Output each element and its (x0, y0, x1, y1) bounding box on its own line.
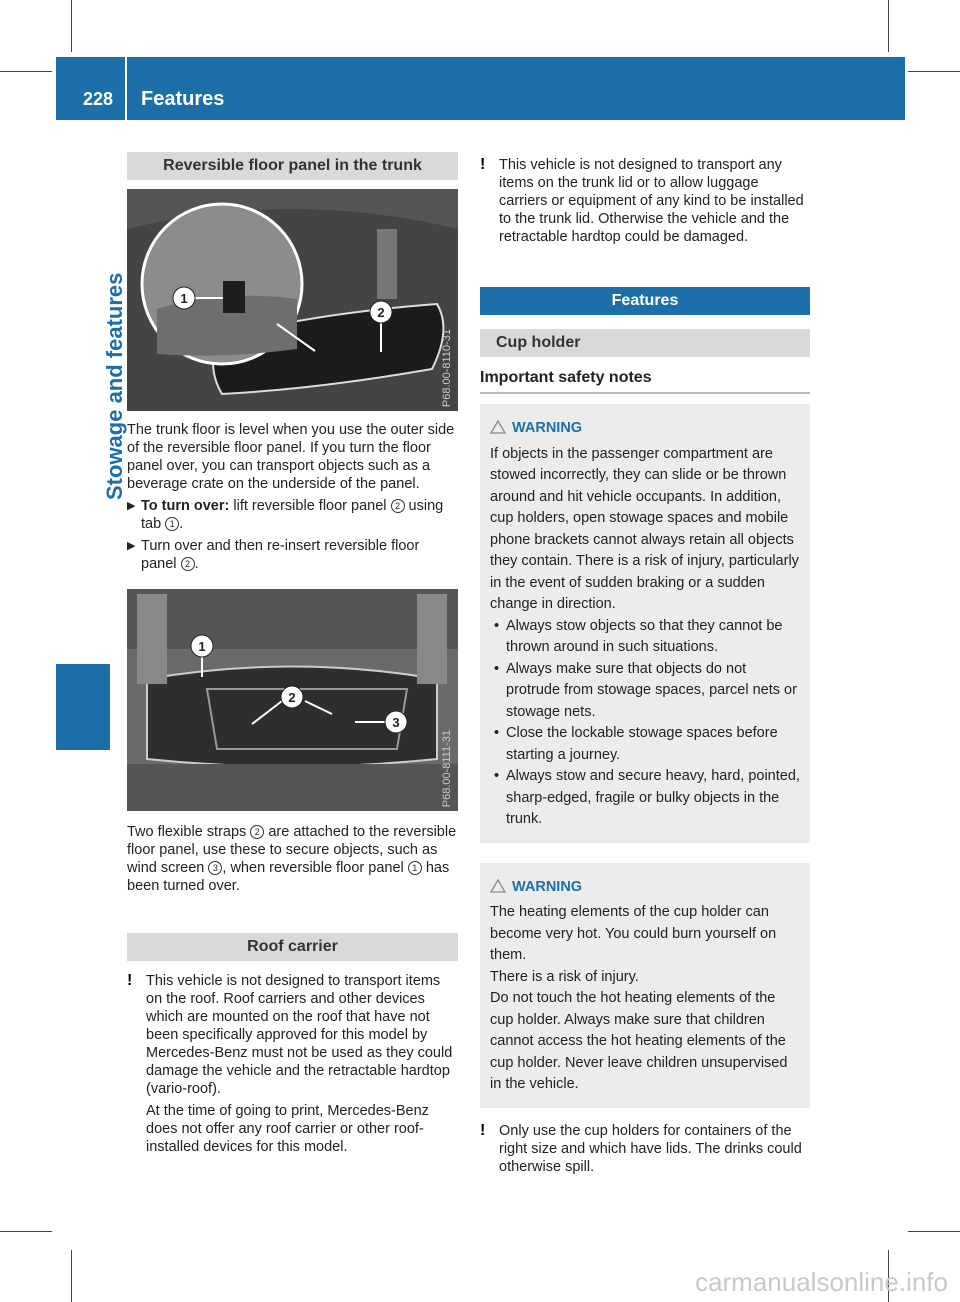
callout-2: 2 (288, 690, 296, 705)
side-tab-marker (56, 664, 110, 750)
trunk-illustration-2 (127, 589, 458, 811)
callout-ref-1: 1 (165, 517, 179, 531)
warning1-text: If objects in the passenger compartment are stowed incorrectly, they can slide or be thrown around and hit vehicle occupants. In addition, cup holders, open stowage spaces and mobile phone brackets cannot always retain all objects they contain. There is a risk of injury, particularly in the event of sudden braking or a sudden change in direction. (490, 445, 799, 612)
page-title: Features (141, 88, 225, 110)
step-text: lift reversible floor panel (229, 498, 391, 514)
crop-mark (908, 1231, 960, 1232)
step-text: . (194, 556, 199, 572)
notice-icon: ! (480, 1121, 486, 1139)
callout-ref-2: 2 (391, 499, 405, 513)
section-bar-cup-holder: Cup holder (480, 329, 810, 357)
warning-heading (490, 418, 800, 440)
page-number: 228 (83, 89, 114, 109)
para-text: , when reversible floor panel (222, 860, 408, 876)
step-text: Turn over and then re-insert reversible floor panel (141, 538, 420, 572)
callout-ref-2: 2 (181, 557, 195, 571)
callout-ref-3: 3 (208, 861, 222, 875)
crop-mark (888, 0, 889, 52)
warning-title: WARNING (512, 878, 583, 895)
image-code-2: P68.00-8111-31 (441, 729, 453, 807)
notice-icon: ! (480, 156, 486, 173)
step-text: . (179, 516, 184, 532)
cup-notice-text: Only use the cup holders for containers of the right size and which have lids. The drinks could otherwise spill. (499, 1122, 802, 1175)
warning1-bullet: • Always stow objects so that they cannot be thrown around in such situations. (490, 616, 800, 659)
warning-title: WARNING (512, 420, 583, 436)
warning-heading (490, 877, 800, 899)
warning1-bullet: • Close the lockable stowage spaces before starting a journey. (490, 723, 800, 766)
para-text: Two flexible straps (127, 824, 251, 840)
step-label: To turn over: (141, 498, 230, 514)
step-turn-over (127, 497, 458, 533)
step-text: using tab (141, 498, 444, 532)
section-title-roof-carrier: Roof carrier (127, 933, 458, 961)
trunk-lid-notice (480, 156, 810, 246)
header-divider (125, 57, 127, 120)
side-tab-label: Stowage and features (102, 272, 127, 500)
warning2-text: The heating elements of the cup holder can become very hot. You could burn yourself on them. (490, 904, 777, 963)
cup-holder-notice (480, 1122, 810, 1176)
callout-ref-2: 2 (250, 825, 264, 839)
section-bar-features: Features (480, 287, 810, 315)
watermark: carmanualsonline.info (695, 1267, 948, 1297)
callout-ref-1: 1 (408, 861, 422, 875)
right-column (480, 156, 810, 1176)
roof-notice (127, 972, 458, 1156)
callout-3: 3 (392, 715, 400, 730)
callout-1: 1 (198, 639, 206, 654)
warning-box-1 (480, 404, 810, 843)
warning-box-2 (480, 863, 810, 1108)
warning1-bullet: • Always make sure that objects do not protrude from stowage spaces, parcel nets or stowage nets. (490, 659, 800, 724)
roof-notice-text-2: At the time of going to print, Mercedes-Benz does not offer any roof carrier or other roof-installed devices for this model. (146, 1103, 429, 1155)
important-safety-heading: Important safety notes (480, 369, 810, 394)
floor-panel-intro: The trunk floor is level when you use the outer side of the reversible floor panel. If you turn the floor panel over, you can transport objects such as a beverage crate on the underside of the panel. (127, 422, 455, 492)
warning2-text: Do not touch the hot heating elements of the cup holder. Always make sure that children cannot access the hot heating elements of the cup holder. Never leave children unsupervised in the vehicle. (490, 990, 788, 1092)
section-title-floor-panel: Reversible floor panel in the trunk (127, 152, 458, 180)
warning-icon (490, 420, 506, 434)
crop-mark (908, 71, 960, 72)
warning-icon (490, 879, 506, 893)
warning2-text: There is a risk of injury. (490, 968, 639, 985)
roof-notice-text: This vehicle is not designed to transport items on the roof. Roof carriers and other devices which are mounted on the roof that have not been specifically approved for this model by Mercedes-Benz must not be used as they could damage the vehicle and the retractable hardtop (vario-roof). (146, 973, 453, 1097)
image-code-1: P68.00-8110-31 (441, 328, 453, 407)
warning1-bullet: • Always stow and secure heavy, hard, pointed, sharp-edged, fragile or bulky objects in the trunk. (490, 766, 800, 831)
trunk-photo-2 (127, 589, 458, 811)
arrow-icon: ▶ (127, 540, 136, 552)
crop-mark (71, 1250, 72, 1302)
straps-paragraph (127, 823, 458, 895)
notice-icon: ! (127, 972, 133, 989)
step-reinsert (127, 537, 458, 573)
crop-mark (0, 71, 52, 72)
crop-mark (0, 1231, 52, 1232)
callout-1: 1 (180, 291, 188, 306)
callout-2: 2 (377, 305, 385, 320)
crop-mark (71, 0, 72, 52)
trunk-photo-1 (127, 189, 458, 411)
para-text: has been turned over. (127, 860, 450, 894)
trunk-illustration-1 (127, 189, 458, 411)
left-column (127, 152, 458, 1156)
arrow-icon: ▶ (127, 500, 136, 512)
trunk-notice-text: This vehicle is not designed to transport any items on the trunk lid or to allow luggage carriers or equipment of any kind to be installed to the trunk lid. Otherwise the vehicle and the retractable hardtop could be damaged. (499, 157, 804, 245)
para-text: are attached to the reversible floor panel, use these to secure objects, such as wind screen (127, 824, 457, 876)
